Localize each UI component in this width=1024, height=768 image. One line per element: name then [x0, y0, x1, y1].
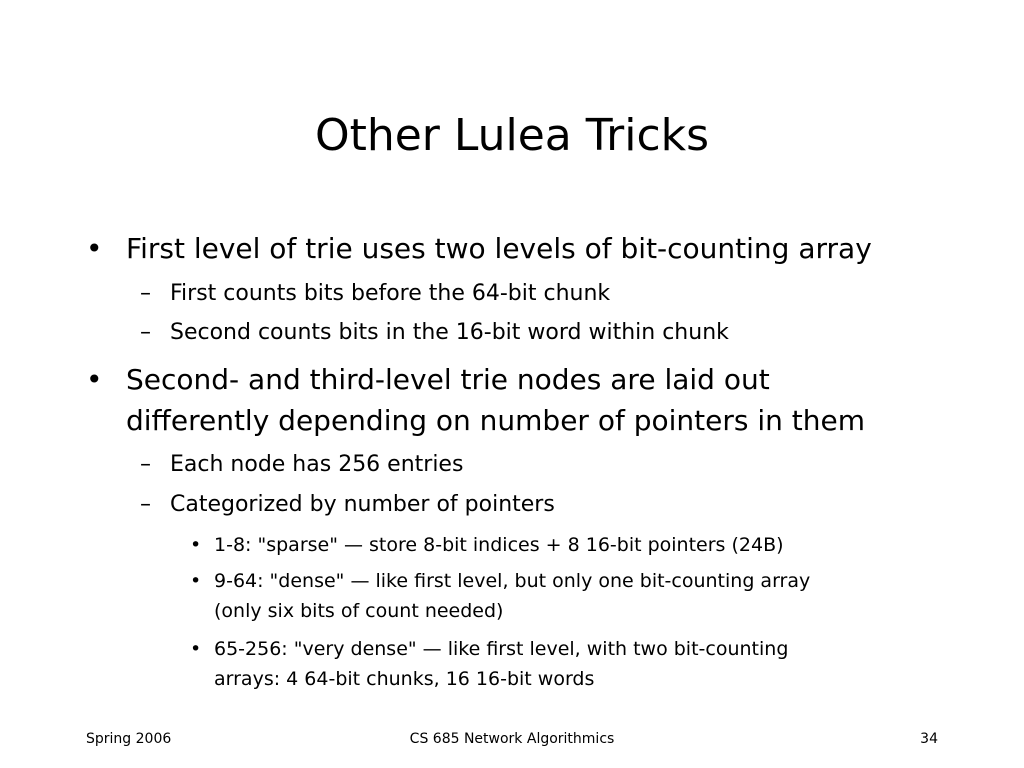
bullet-marker: •: [86, 232, 103, 265]
footer-date: Spring 2006: [86, 731, 172, 747]
subbullet-marker: –: [140, 320, 151, 345]
bullet-marker: •: [86, 363, 103, 396]
bullet-text-line: Second- and third-level trie nodes are laid out: [126, 363, 770, 396]
item-text-line: (only six bits of count needed): [214, 600, 504, 622]
subbullet-text: Each node has 256 entries: [170, 452, 464, 477]
item-text-line: 65-256: "very dense" — like first level, with two bit-counting: [214, 638, 789, 660]
slide-title: Other Lulea Tricks: [314, 110, 710, 161]
subbullet-marker: –: [140, 281, 151, 306]
bullet-text-line: differently depending on number of pointers in them: [126, 404, 866, 437]
bullet-text: First level of trie uses two levels of bit-counting array: [126, 232, 872, 265]
item-text: 1-8: "sparse" — store 8-bit indices + 8 16-bit pointers (24B): [214, 534, 784, 556]
item-text-line: arrays: 4 64-bit chunks, 16 16-bit words: [214, 668, 595, 690]
subbullet-marker: –: [140, 452, 151, 477]
subbullet-marker: –: [140, 492, 151, 517]
item-marker: •: [190, 638, 202, 660]
subbullet-text: Categorized by number of pointers: [170, 492, 555, 517]
slide-number: 34: [920, 731, 938, 747]
subbullet-text: First counts bits before the 64-bit chunk: [170, 281, 611, 306]
item-text-line: 9-64: "dense" — like first level, but only one bit-counting array: [214, 570, 811, 592]
item-marker: •: [190, 534, 202, 556]
subbullet-text: Second counts bits in the 16-bit word within chunk: [170, 320, 729, 345]
footer-course: CS 685 Network Algorithmics: [409, 731, 615, 747]
item-marker: •: [190, 570, 202, 592]
